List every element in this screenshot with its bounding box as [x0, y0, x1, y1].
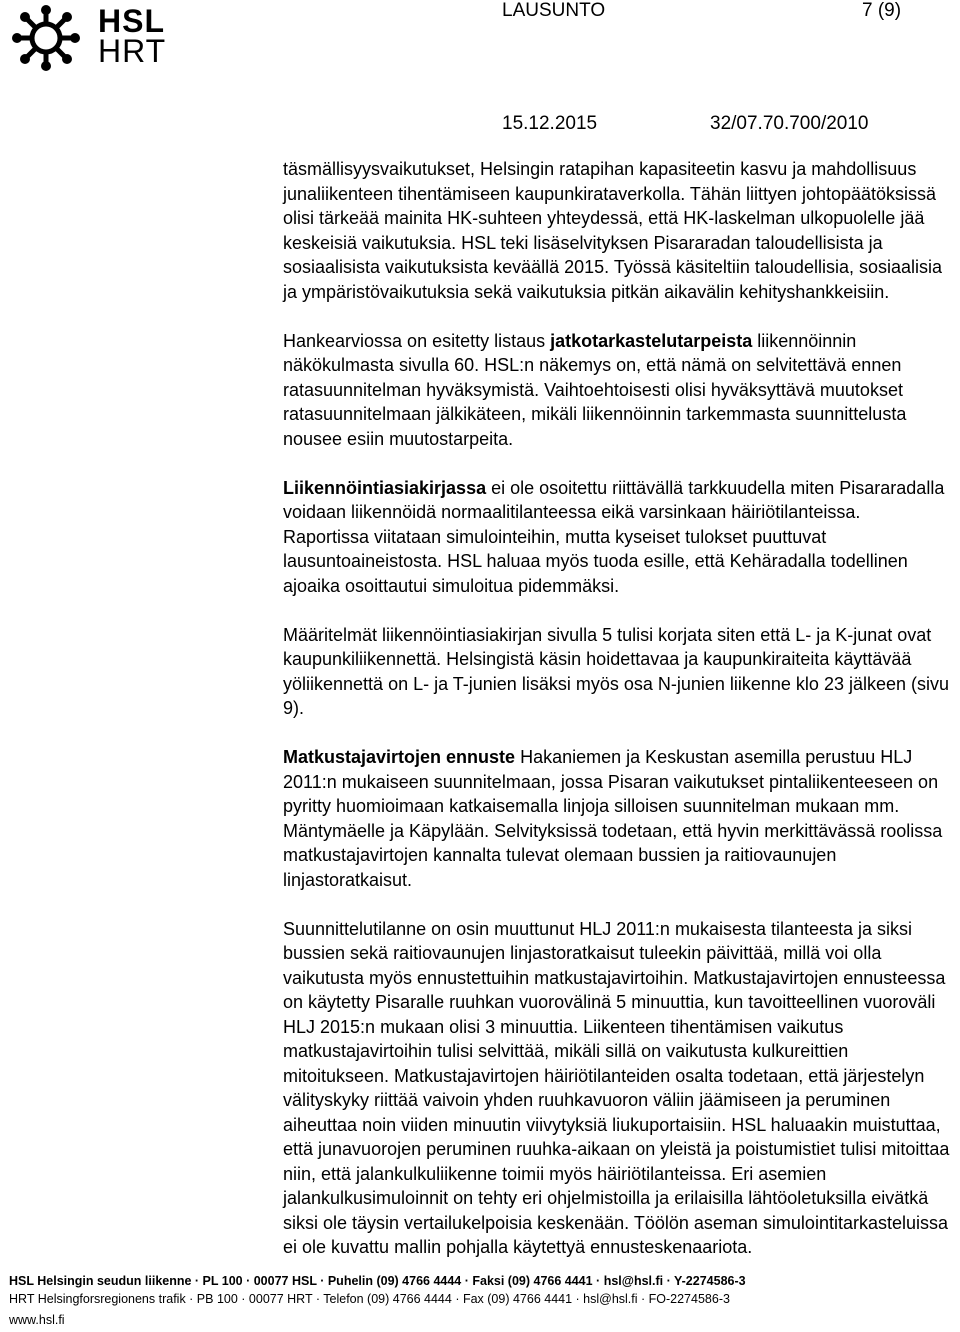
paragraph-3: [283, 476, 951, 599]
paragraph-4: Määritelmät liikennöintiasiakirjan sivulla 5 tulisi korjata siten että L- ja K-junat ovat kaupunkiliikennettä. Helsingistä käsin hoidettavaa ja kaupunkiraiteita käyttävää yöliikennettä on L- ja T-junien lisäksi myös osa N-junien liikenne klo 23 jälkeen (sivu 9).: [283, 624, 950, 718]
logo-text: [98, 3, 167, 69]
document-date: 15.12.2015: [502, 113, 598, 134]
logo-line-hrt: HRT: [98, 33, 167, 69]
document-body: [283, 157, 951, 1284]
paragraph-2-text: Hankearviossa on esitetty listaus: [283, 330, 551, 351]
logo-line-hsl: HSL: [98, 3, 165, 39]
hsl-logo: [8, 4, 188, 68]
paragraph-2-text-cont: liikennöinnin näkökulmasta sivulla 60. HSL:n näkemys on, että nämä on selvitettävä ennen ratasuunnitelman hyväksymistä. Vaihtoehtoisesti olisi hyväksyttävä muutokset ratasuunnitelmaan jälkikäteen, mikäli liikennöinnin tarkemmasta suunnittelusta nousee esiin muutostarpeita.: [283, 330, 907, 449]
document-type: LAUSUNTO: [502, 0, 606, 21]
paragraph-2: [283, 329, 951, 452]
paragraph-2-emphasis: jatkotarkastelutarpeista: [550, 330, 753, 351]
paragraph-3-text: ei ole osoitettu riittävällä tarkkuudella miten Pisararadalla voidaan liikennöidä normaalitilanteessa eikä varsinkaan häiriötilanteissa. Raportissa viitataan simulointeihin, mutta kyseiset tulokset puuttuvat lausuntoaineistosta. HSL haluaa myös tuoda esille, että Kehäradalla todellinen ajoaika osoittautui simuloitua pidemmäksi.: [283, 477, 945, 596]
paragraph-5-emphasis: Matkustajavirtojen ennuste: [283, 747, 516, 767]
document-reference: 32/07.70.700/2010: [710, 113, 869, 134]
footer-line-finnish: HSL Helsingin seudun liikenne · PL 100 · 00077 HSL · Puhelin (09) 4766 4444 · Faksi (09) 4766 4441 · hsl@hsl.fi · Y-2274586-3: [9, 1274, 746, 1288]
paragraph-5-text: Hakaniemen ja Keskustan asemilla perustuu HLJ 2011:n mukaiseen suunnitelmaan, jossa Pisaran vaikutukset pintaliikenteeseen on pyritty huomioimaan katkaisemalla linjoja silloisen suunnitelman mukaan mm. Mäntymäelle ja Käpylään. Selvityksissä todetaan, että hyvin merkittävässä roolissa matkustajavirtojen kannalta tulevat olemaan bussien ja raitiovaunujen linjastoratkaisut.: [283, 747, 943, 890]
footer-line-swedish: HRT Helsingforsregionens trafik · PB 100 · 00077 HRT · Telefon (09) 4766 4444 · Fax (09) 4766 4441 · hsl@hsl.fi · FO-2274586-3: [9, 1292, 730, 1306]
paragraph-5: [283, 745, 951, 892]
page-number: 7 (9): [862, 0, 902, 21]
paragraph-6: Suunnittelutilanne on osin muuttunut HLJ 2011:n mukaisesta tilanteesta ja siksi bussien sekä raitiovaunujen linjastoratkaisut tuleekin päivittää, millä voi olla vaikutusta myös ennustettuihin matkustajavirtoihin. Matkustajavirtojen ennusteessa on käytetty Pisaralle ruuhkan vuorovälinä 5 minuuttia, kun tavoitteellinen vuoroväli HLJ 2015:n mukaan olisi 3 minuuttia. Liikenteen tihentämisen vaikutus matkustajavirtoihin tulisi selvittää, mikäli sillä on vaikutusta kulkureittien mitoitukseen. Matkustajavirtojen häiriötilanteiden osalta todetaan, että järjestelyn välityskyky riittää vaivoin yhden ruuhkavuoron väliin jäämiseen ja peruminen aiheuttaa noin viiden minuutin viivytyksiä liukuportaisiin. HSL haluaakin muistuttaa, että junavuorojen peruminen ruuhka-aikaan on yleistä ja poistumistiet tulisi mitoittaa niin, että jalankulkuliikenne toimii myös häiriötilanteissa. Eri asemien jalankulkusimuloinnit on tehty eri ohjelmistoilla ja erilaisilla lähtöoletuksilla eivätkä siksi ole täysin vertailukelpoisia keskenään. Töölön aseman simulointitarkasteluissa ei ole kuvattu mallin pohjalla käytettyä ennusteskenaariota.: [283, 918, 950, 1257]
hsl-sun-icon: [8, 4, 88, 72]
paragraph-1: täsmällisyysvaikutukset, Helsingin ratapihan kapasiteetin kasvu ja mahdollisuus junaliikenteen tihentämiseen kaupunkirataverkolla. Tähän liittyen johtopäätöksissä olisi tärkeää mainita HK-suhteen yhteydessä, että HK-laskelman ulkopuolelle jää keskeisiä vaikutuksia. HSL teki lisäselvityksen Pisararadan taloudellisista ja sosiaalisista vaikutuksista keväällä 2015. Työssä käsiteltiin taloudellisia, sosiaalisia ja ympäristövaikutuksia sekä vaikutuksia pitkän aikavälin kehityshankkeisiin.: [283, 159, 943, 302]
paragraph-3-emphasis: Liikennöintiasiakirjassa: [283, 477, 487, 498]
page-footer: [9, 1272, 746, 1329]
footer-website-link[interactable]: www.hsl.fi: [9, 1313, 65, 1327]
